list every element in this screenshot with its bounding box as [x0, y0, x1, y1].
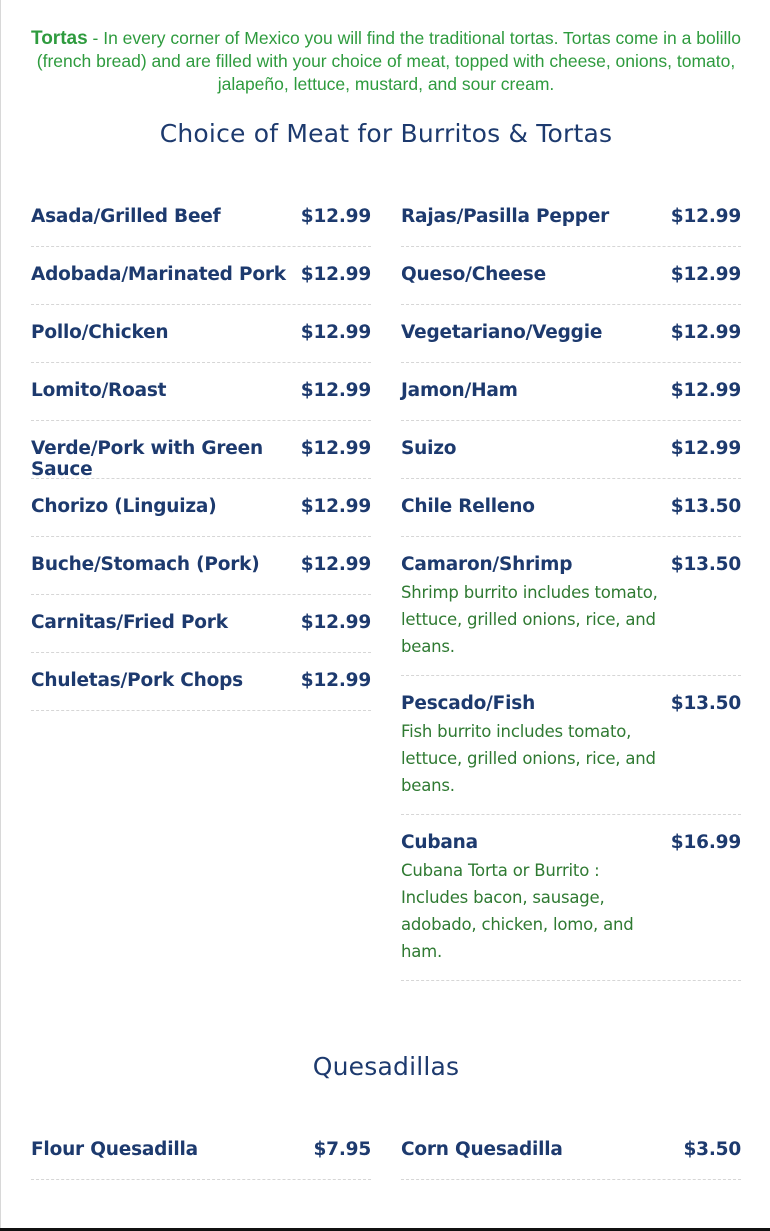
item-price: $12.99 — [300, 670, 371, 691]
item-name: Corn Quesadilla — [401, 1139, 563, 1160]
menu-item[interactable] — [401, 479, 741, 537]
item-name: Pollo/Chicken — [31, 322, 169, 343]
item-name: Lomito/Roast — [31, 380, 167, 401]
item-name: Queso/Cheese — [401, 264, 546, 285]
item-price: $12.99 — [300, 264, 371, 285]
intro-title: Tortas — [31, 28, 88, 49]
item-description: Shrimp burrito includes tomato, lettuce, grilled onions, rice, and beans. — [401, 583, 658, 656]
item-name: Asada/Grilled Beef — [31, 206, 221, 227]
meat-list-left — [31, 198, 371, 711]
item-price: $12.99 — [300, 612, 371, 633]
menu-item[interactable] — [31, 421, 371, 479]
menu-item[interactable] — [401, 1131, 741, 1180]
menu-item[interactable] — [401, 305, 741, 363]
item-price: $7.95 — [313, 1139, 371, 1160]
menu-item[interactable] — [401, 247, 741, 305]
item-name: Verde/Pork with Green Sauce — [31, 438, 263, 480]
item-price: $16.99 — [670, 832, 741, 853]
item-name: Vegetariano/Veggie — [401, 322, 603, 343]
intro-text: - In every corner of Mexico you will find the traditional tortas. Tortas come in a bolillo (french bread) and are filled with your choice of meat, topped with cheese, onions, tomato, jalapeño, lettuce, mustard, and sour cream. — [36, 28, 741, 94]
previous-text-cutoff — [61, 0, 711, 2]
menu-item[interactable] — [31, 595, 371, 653]
menu-item[interactable] — [31, 247, 371, 305]
menu-item[interactable] — [401, 537, 741, 676]
menu-item[interactable] — [401, 363, 741, 421]
menu-item[interactable] — [401, 421, 741, 479]
quesadilla-section-heading: Quesadillas — [312, 1052, 460, 1081]
item-price: $13.50 — [670, 496, 741, 517]
menu-item[interactable] — [31, 1131, 371, 1180]
item-name: Chile Relleno — [401, 496, 535, 517]
item-name: Jamon/Ham — [401, 380, 518, 401]
item-price: $13.50 — [670, 554, 741, 575]
meat-section-heading: Choice of Meat for Burritos & Tortas — [159, 119, 613, 148]
item-name: Cubana — [401, 832, 478, 853]
item-name: Chorizo (Linguiza) — [31, 496, 217, 517]
item-name: Suizo — [401, 438, 457, 459]
item-price: $12.99 — [300, 496, 371, 517]
menu-item[interactable] — [31, 653, 371, 711]
menu-item[interactable] — [401, 676, 741, 815]
item-price: $12.99 — [670, 264, 741, 285]
menu-item[interactable] — [401, 198, 741, 247]
menu-item[interactable] — [31, 305, 371, 363]
item-name: Adobada/Marinated Pork — [31, 264, 286, 285]
menu-item[interactable] — [31, 363, 371, 421]
item-price: $12.99 — [300, 206, 371, 227]
item-price: $12.99 — [670, 322, 741, 343]
item-name: Buche/Stomach (Pork) — [31, 554, 260, 575]
tortas-intro — [31, 27, 741, 96]
item-name: Flour Quesadilla — [31, 1139, 198, 1160]
item-price: $13.50 — [670, 693, 741, 714]
menu-item[interactable] — [31, 479, 371, 537]
item-description: Fish burrito includes tomato, lettuce, grilled onions, rice, and beans. — [401, 722, 656, 795]
meat-list-right — [401, 198, 741, 981]
quesadilla-list-left — [31, 1131, 371, 1180]
item-price: $12.99 — [300, 554, 371, 575]
item-price: $3.50 — [683, 1139, 741, 1160]
item-name: Chuletas/Pork Chops — [31, 670, 243, 691]
menu-item[interactable] — [401, 815, 741, 981]
item-description: Cubana Torta or Burrito : Includes bacon, sausage, adobado, chicken, lomo, and ham. — [401, 861, 634, 961]
item-name: Carnitas/Fried Pork — [31, 612, 228, 633]
item-price: $12.99 — [670, 380, 741, 401]
menu-item[interactable] — [31, 198, 371, 247]
item-name: Rajas/Pasilla Pepper — [401, 206, 610, 227]
item-name: Camaron/Shrimp — [401, 554, 573, 575]
item-price: $12.99 — [670, 206, 741, 227]
item-name: Pescado/Fish — [401, 693, 536, 714]
item-price: $12.99 — [300, 438, 371, 459]
item-price: $12.99 — [300, 322, 371, 343]
item-price: $12.99 — [670, 438, 741, 459]
item-price: $12.99 — [300, 380, 371, 401]
menu-item[interactable] — [31, 537, 371, 595]
quesadilla-list-right — [401, 1131, 741, 1180]
